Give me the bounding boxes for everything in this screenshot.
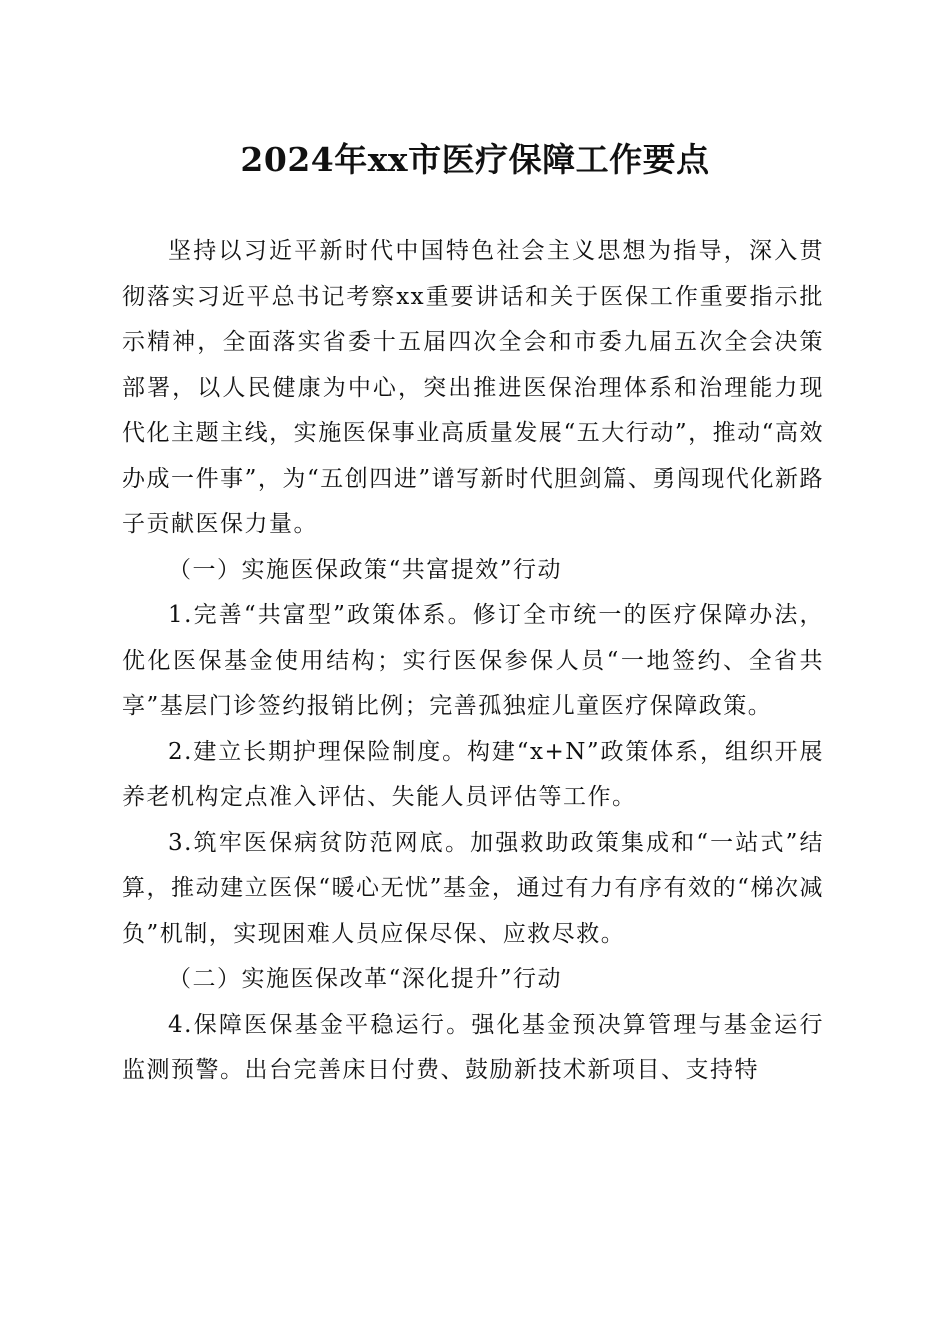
item-text-4: 保障医保基金平稳运行。强化基金预决算管理与基金运行监测预警。出台完善床日付费、鼓励新技术新项目、支持特	[122, 1011, 824, 1083]
item-paragraph-3	[122, 821, 824, 958]
item-number-3: 3.	[168, 829, 193, 856]
item-paragraph-4	[122, 1003, 824, 1094]
section-heading-1: （一）实施医保政策“共富提效”行动	[168, 556, 563, 583]
intro-paragraph: 坚持以习近平新时代中国特色社会主义思想为指导，深入贯彻落实习近平总书记考察xx重要讲话和关于医保工作重要指示批示精神，全面落实省委十五届四次全会和市委九届五次全会决策部署，以人民健康为中心，突出推进医保治理体系和治理能力现代化主题主线，实施医保事业高质量发展“五大行动”，推动“高效办成一件事”，为“五创四进”谱写新时代胆剑篇、勇闯现代化新路子贡献医保力量。	[122, 238, 824, 537]
item-text-2: 建立长期护理保险制度。构建“x+N”政策体系，组织开展养老机构定点准入评估、失能人员评估等工作。	[122, 738, 824, 810]
item-number-1: 1.	[168, 602, 193, 628]
item-number-4: 4.	[168, 1011, 193, 1038]
item-paragraph-1	[122, 593, 824, 730]
document-title: 2024年xx市医疗保障工作要点	[240, 140, 710, 179]
item-text-1: 完善“共富型”政策体系。修订全市统一的医疗保障办法，优化医保基金使用结构；实行医保参保人员“一地签约、全省共享”基层门诊签约报销比例；完善孤独症儿童医疗保障政策。	[122, 602, 824, 719]
document-body	[122, 229, 824, 1094]
section-heading-2: （二）实施医保改革“深化提升”行动	[168, 966, 563, 992]
item-paragraph-2	[122, 730, 824, 821]
item-number-2: 2.	[168, 738, 193, 765]
item-text-3: 筑牢医保病贫防范网底。加强救助政策集成和“一站式”结算，推动建立医保“暖心无忧”基金，通过有力有序有效的“梯次减负”机制，实现困难人员应保尽保、应救尽救。	[122, 829, 824, 947]
